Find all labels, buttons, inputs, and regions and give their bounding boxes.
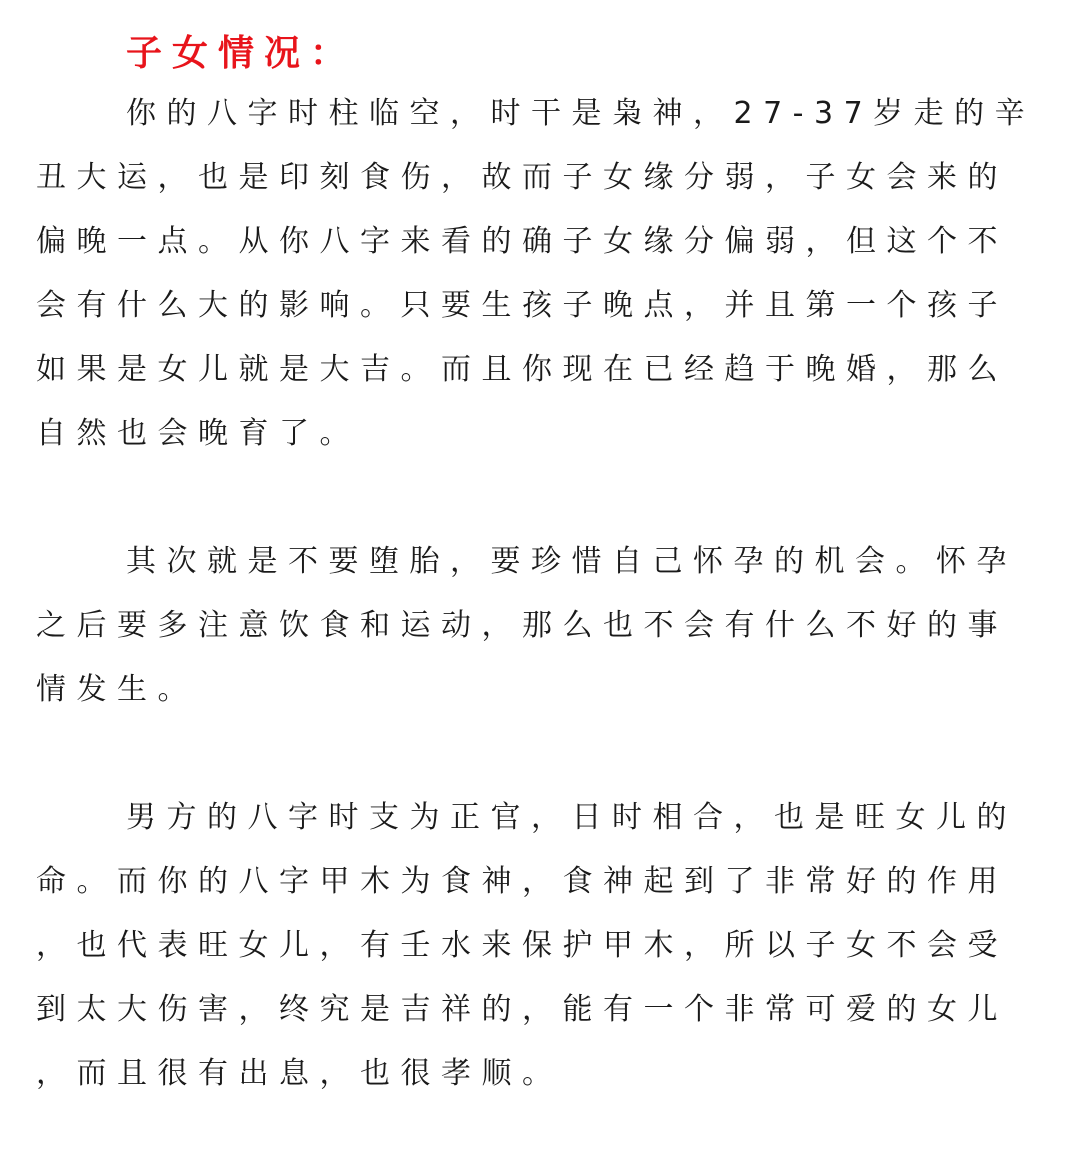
article [36, 28, 1046, 1106]
paragraph-line: 之后要多注意饮食和运动，那么也不会有什么不好的事 [36, 608, 1008, 643]
paragraph-line: 会有什么大的影响。只要生孩子晚点，并且第一个孩子 [36, 288, 1008, 323]
section-heading: 子女情况： [126, 33, 357, 74]
paragraph-spacer [36, 466, 1046, 530]
paragraph-line: 其次就是不要堕胎，要珍惜自己怀孕的机会。怀孕 [126, 544, 1017, 579]
paragraph-3 [36, 786, 1046, 1106]
paragraph-line: 丑大运，也是印刻食伤，故而子女缘分弱，子女会来的 [36, 160, 1008, 195]
paragraph-line: 到太大伤害，终究是吉祥的，能有一个非常可爱的女儿 [36, 992, 1008, 1027]
paragraph-2 [36, 530, 1046, 722]
paragraph-line: 命。而你的八字甲木为食神，食神起到了非常好的作用 [36, 864, 1008, 899]
paragraph-line: 你的八字时柱临空，时干是枭神，27-37岁走的辛 [126, 96, 1036, 131]
paragraph-line: 如果是女儿就是大吉。而且你现在已经趋于晚婚，那么 [36, 352, 1008, 387]
paragraph-spacer [36, 722, 1046, 786]
paragraph-line: 男方的八字时支为正官，日时相合，也是旺女儿的 [126, 800, 1017, 835]
paragraph-line: ，也代表旺女儿，有壬水来保护甲木，所以子女不会受 [36, 928, 1008, 963]
paragraph-line: ，而且很有出息，也很孝顺。 [36, 1056, 563, 1091]
paragraph-line: 偏晚一点。从你八字来看的确子女缘分偏弱，但这个不 [36, 224, 1008, 259]
paragraph-line: 情发生。 [36, 672, 198, 707]
paragraph-1 [36, 82, 1046, 466]
paragraph-line: 自然也会晚育了。 [36, 416, 360, 451]
